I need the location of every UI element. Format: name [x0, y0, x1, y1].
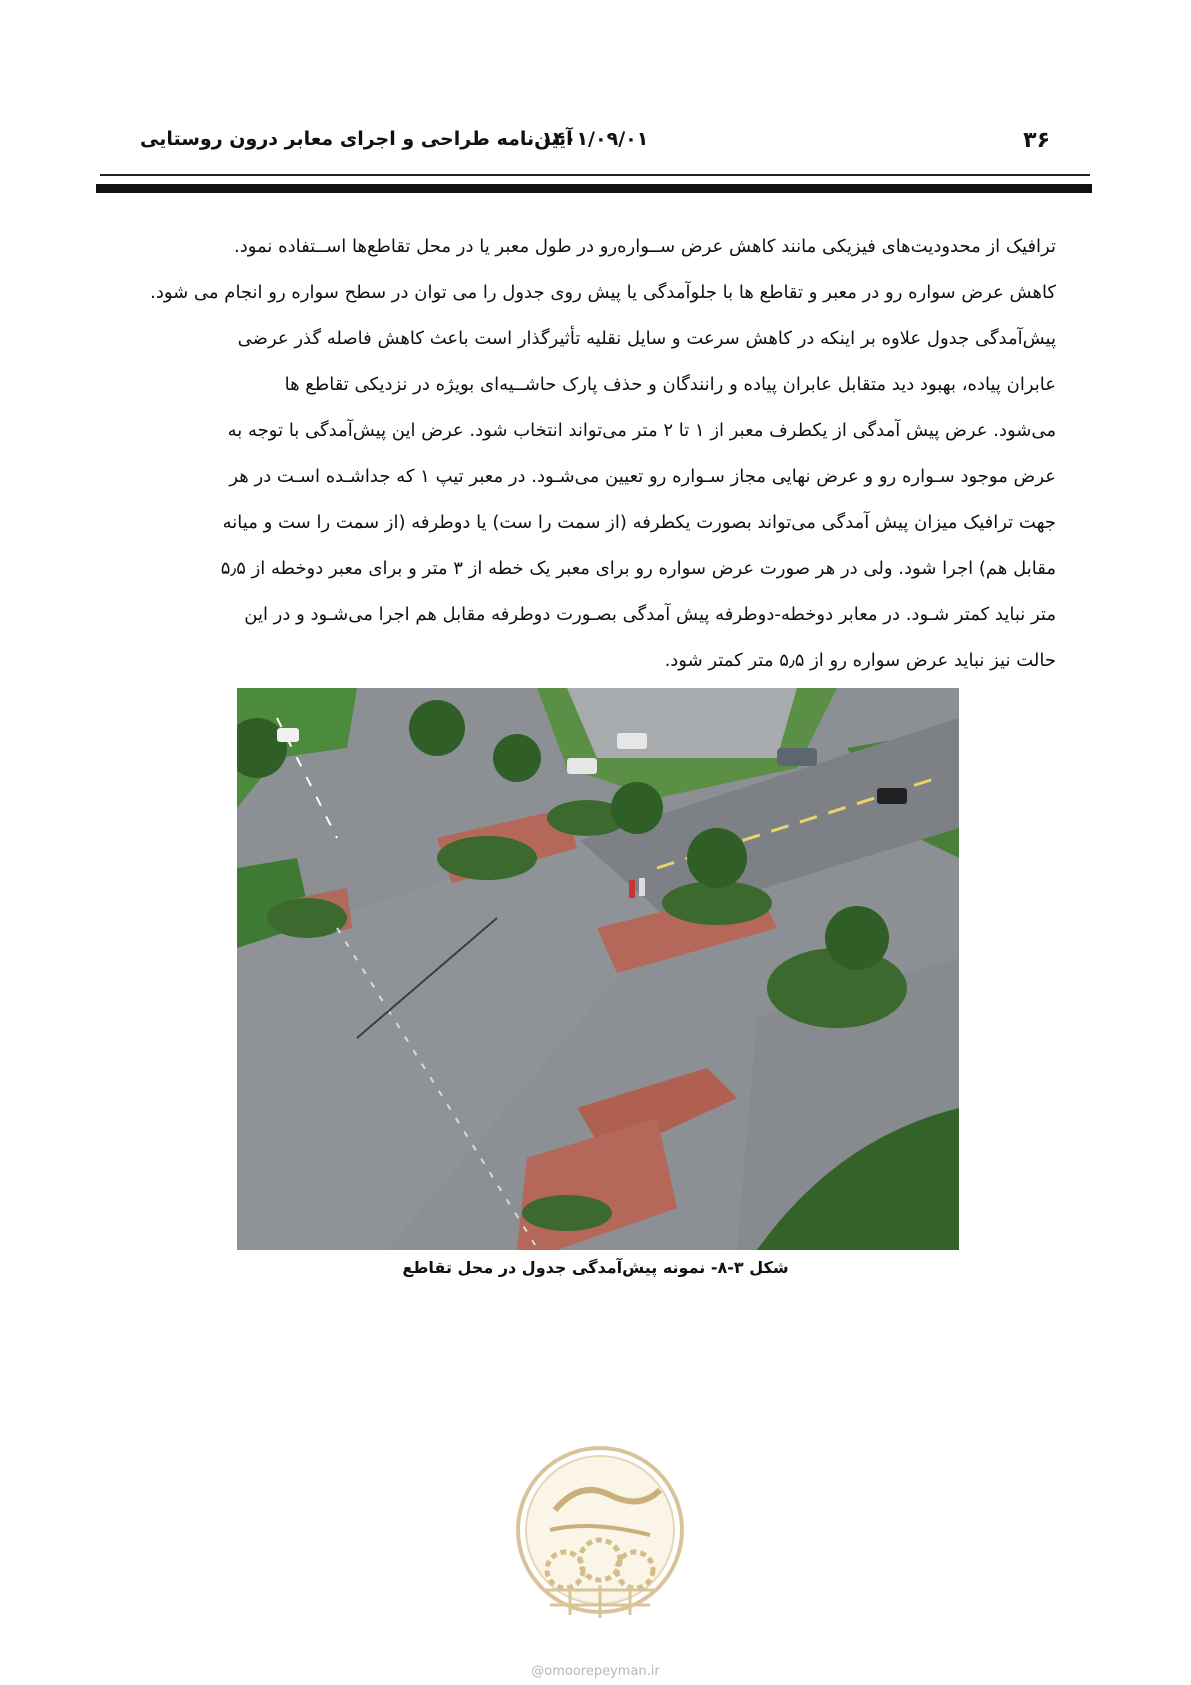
page-header: [100, 128, 1090, 164]
body-line: مقابل هم) اجرا شود. ولی در هر صورت عرض سواره رو برای معبر یک خطه از ۳ متر و برای معبر دوخطه از ۵٫۵: [220, 558, 1056, 579]
body-line: حالت نیز نباید عرض سواره رو از ۵٫۵ متر کمتر شود.: [664, 650, 1056, 671]
body-line: پیش‌آمدگی جدول علاوه بر اینکه در کاهش سرعت و سایل نقلیه تأثیرگذار است باعث کاهش فاصله گذر عرضی: [237, 328, 1056, 349]
header-rule-thick: [96, 184, 1092, 193]
body-line: عابران پیاده، بهبود دید متقابل عابران پیاده و رانندگان و حذف پارک حاشــیه‌ای بویژه در نزدیکی تقاطع ها: [284, 374, 1056, 395]
figure-caption: شکل ۳-۸- نمونه پیش‌آمدگی جدول در محل تقاطع: [402, 1258, 789, 1277]
body-line: جهت ترافیک میزان پیش آمدگی می‌تواند بصورت یکطرفه (از سمت را ست) یا دوطرفه (از سمت را ست و میانه: [222, 512, 1056, 533]
body-paragraph: [150, 224, 1056, 684]
watermark-seal: [510, 1440, 690, 1650]
body-line: می‌شود. عرض پیش آمدگی از یکطرف معبر از ۱ تا ۲ متر می‌تواند انتخاب شود. عرض این پیش‌آمدگی با توجه به: [227, 420, 1056, 441]
body-line: ترافیک از محدودیت‌های فیزیکی مانند کاهش عرض ســواره‌رو در طول معبر یا در محل تقاطع‌ها اســتفاده نمود.: [233, 236, 1056, 257]
document-title: آیین‌نامه طراحی و اجرای معابر درون روستایی: [140, 128, 573, 150]
intersection-photo: [237, 688, 959, 1250]
page-number: ۳۶: [1023, 128, 1050, 153]
body-line: کاهش عرض سواره رو در معبر و تقاطع ها با جلوآمدگی یا پیش روی جدول را می توان در سطح سواره رو انجام می شود.: [150, 282, 1056, 303]
watermark-website: @omoorepeyman.ir: [531, 1664, 660, 1679]
header-rule-thin: [100, 174, 1090, 176]
body-line: متر نباید کمتر شـود. در معابر دوخطه-دوطرفه پیش آمدگی بصـورت دوطرفه مقابل هم اجرا می‌شـود و در این: [244, 604, 1056, 625]
header-date: ۱۴۰۱/۰۹/۰۱: [541, 128, 649, 150]
body-line: عرض موجود سـواره رو و عرض نهایی مجاز سـواره رو تعیین می‌شـود. در معبر تیپ ۱ که جداشـده اسـت در هر: [229, 466, 1056, 487]
